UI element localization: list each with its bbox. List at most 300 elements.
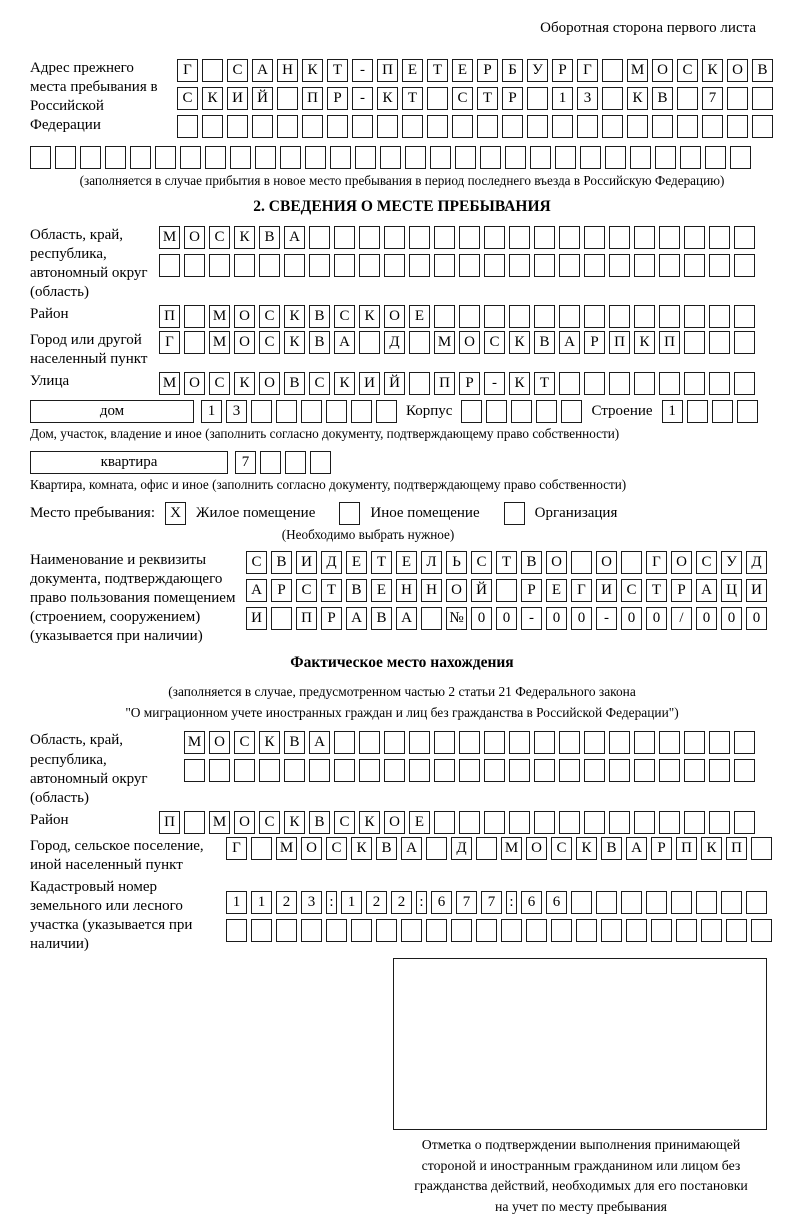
char-cell[interactable]: К xyxy=(259,731,280,754)
char-cell[interactable] xyxy=(509,226,530,249)
char-cell[interactable]: Й xyxy=(384,372,405,395)
char-cell[interactable] xyxy=(80,146,101,169)
char-cell[interactable] xyxy=(609,811,630,834)
char-cell[interactable] xyxy=(409,759,430,782)
char-cell[interactable]: О xyxy=(234,305,255,328)
char-cell[interactable]: А xyxy=(284,226,305,249)
char-cell[interactable] xyxy=(55,146,76,169)
char-cell[interactable] xyxy=(627,115,648,138)
char-cell[interactable] xyxy=(359,759,380,782)
char-cell[interactable] xyxy=(584,254,605,277)
char-cell[interactable]: О xyxy=(596,551,617,574)
char-cell[interactable] xyxy=(709,226,730,249)
char-cell[interactable] xyxy=(376,919,397,942)
char-cell[interactable] xyxy=(602,87,623,110)
char-cell[interactable] xyxy=(427,87,448,110)
char-cell[interactable] xyxy=(426,919,447,942)
char-cell[interactable]: С xyxy=(471,551,492,574)
char-cell[interactable] xyxy=(180,146,201,169)
char-cell[interactable] xyxy=(634,731,655,754)
char-cell[interactable] xyxy=(709,254,730,277)
char-cell[interactable] xyxy=(105,146,126,169)
char-cell[interactable] xyxy=(251,837,272,860)
char-cell[interactable] xyxy=(384,254,405,277)
char-cell[interactable]: 0 xyxy=(696,607,717,630)
char-cell[interactable]: О xyxy=(384,305,405,328)
char-cell[interactable]: В xyxy=(752,59,773,82)
char-cell[interactable] xyxy=(309,226,330,249)
char-cell[interactable] xyxy=(527,87,548,110)
char-cell[interactable]: Ь xyxy=(446,551,467,574)
char-cell[interactable] xyxy=(534,731,555,754)
char-cell[interactable]: 3 xyxy=(577,87,598,110)
char-cell[interactable] xyxy=(309,759,330,782)
char-cell[interactable] xyxy=(552,115,573,138)
char-cell[interactable] xyxy=(676,919,697,942)
char-cell[interactable]: - xyxy=(352,87,373,110)
char-cell[interactable]: Й xyxy=(471,579,492,602)
char-cell[interactable]: О xyxy=(652,59,673,82)
char-cell[interactable]: 2 xyxy=(391,891,412,914)
char-cell[interactable] xyxy=(284,759,305,782)
char-cell[interactable] xyxy=(177,115,198,138)
char-cell[interactable]: О xyxy=(459,331,480,354)
char-cell[interactable] xyxy=(434,759,455,782)
char-cell[interactable] xyxy=(305,146,326,169)
char-cell[interactable] xyxy=(326,919,347,942)
char-cell[interactable] xyxy=(202,115,223,138)
char-cell[interactable] xyxy=(252,115,273,138)
checkbox-residential[interactable]: X xyxy=(165,502,186,525)
char-cell[interactable]: А xyxy=(696,579,717,602)
char-cell[interactable]: В xyxy=(284,731,305,754)
char-cell[interactable]: 0 xyxy=(471,607,492,630)
char-cell[interactable]: К xyxy=(509,372,530,395)
char-cell[interactable]: Д xyxy=(451,837,472,860)
char-cell[interactable] xyxy=(561,400,582,423)
char-cell[interactable]: К xyxy=(302,59,323,82)
char-cell[interactable] xyxy=(359,226,380,249)
char-cell[interactable]: А xyxy=(396,607,417,630)
char-cell[interactable] xyxy=(205,146,226,169)
char-cell[interactable] xyxy=(327,115,348,138)
char-cell[interactable] xyxy=(259,254,280,277)
char-cell[interactable]: О xyxy=(184,372,205,395)
char-cell[interactable]: 0 xyxy=(721,607,742,630)
char-cell[interactable]: К xyxy=(359,305,380,328)
char-cell[interactable]: 0 xyxy=(646,607,667,630)
char-cell[interactable]: 1 xyxy=(226,891,247,914)
char-cell[interactable]: Р xyxy=(521,579,542,602)
char-cell[interactable] xyxy=(751,837,772,860)
char-cell[interactable]: Т xyxy=(534,372,555,395)
char-cell[interactable]: О xyxy=(184,226,205,249)
char-cell[interactable]: В xyxy=(271,551,292,574)
char-cell[interactable] xyxy=(621,551,642,574)
char-cell[interactable] xyxy=(351,400,372,423)
char-cell[interactable]: Т xyxy=(477,87,498,110)
char-cell[interactable] xyxy=(477,115,498,138)
char-cell[interactable]: К xyxy=(359,811,380,834)
char-cell[interactable]: М xyxy=(627,59,648,82)
char-cell[interactable]: У xyxy=(721,551,742,574)
char-cell[interactable] xyxy=(752,115,773,138)
char-cell[interactable] xyxy=(584,372,605,395)
char-cell[interactable] xyxy=(609,254,630,277)
char-cell[interactable] xyxy=(746,891,767,914)
char-cell[interactable]: : xyxy=(416,891,427,914)
char-cell[interactable]: / xyxy=(671,607,692,630)
char-cell[interactable]: А xyxy=(559,331,580,354)
char-cell[interactable]: : xyxy=(506,891,517,914)
char-cell[interactable]: И xyxy=(359,372,380,395)
char-cell[interactable]: 7 xyxy=(702,87,723,110)
char-cell[interactable]: О xyxy=(446,579,467,602)
char-cell[interactable] xyxy=(652,115,673,138)
char-cell[interactable]: О xyxy=(301,837,322,860)
char-cell[interactable] xyxy=(184,305,205,328)
char-cell[interactable] xyxy=(684,226,705,249)
char-cell[interactable]: Е xyxy=(546,579,567,602)
char-cell[interactable] xyxy=(687,400,708,423)
char-cell[interactable] xyxy=(576,919,597,942)
char-cell[interactable] xyxy=(605,146,626,169)
char-cell[interactable] xyxy=(234,254,255,277)
char-cell[interactable] xyxy=(355,146,376,169)
char-cell[interactable]: В xyxy=(259,226,280,249)
char-cell[interactable]: 0 xyxy=(496,607,517,630)
char-cell[interactable] xyxy=(401,919,422,942)
char-cell[interactable] xyxy=(602,59,623,82)
char-cell[interactable] xyxy=(330,146,351,169)
char-cell[interactable]: Г xyxy=(577,59,598,82)
char-cell[interactable] xyxy=(684,811,705,834)
char-cell[interactable]: К xyxy=(234,226,255,249)
char-cell[interactable] xyxy=(584,305,605,328)
char-cell[interactable]: Н xyxy=(421,579,442,602)
char-cell[interactable]: М xyxy=(434,331,455,354)
char-cell[interactable] xyxy=(659,731,680,754)
char-cell[interactable]: Е xyxy=(346,551,367,574)
char-cell[interactable]: Д xyxy=(384,331,405,354)
char-cell[interactable] xyxy=(227,115,248,138)
char-cell[interactable]: Т xyxy=(402,87,423,110)
char-cell[interactable]: К xyxy=(377,87,398,110)
char-cell[interactable] xyxy=(409,372,430,395)
char-cell[interactable] xyxy=(377,115,398,138)
char-cell[interactable] xyxy=(634,226,655,249)
char-cell[interactable] xyxy=(621,891,642,914)
char-cell[interactable]: В xyxy=(521,551,542,574)
char-cell[interactable]: Е xyxy=(409,305,430,328)
checkbox-other-premises[interactable] xyxy=(339,502,360,525)
char-cell[interactable] xyxy=(276,400,297,423)
char-cell[interactable] xyxy=(130,146,151,169)
char-cell[interactable] xyxy=(534,305,555,328)
char-cell[interactable]: 1 xyxy=(341,891,362,914)
char-cell[interactable] xyxy=(476,837,497,860)
char-cell[interactable]: Г xyxy=(571,579,592,602)
char-cell[interactable]: - xyxy=(521,607,542,630)
char-cell[interactable]: № xyxy=(446,607,467,630)
char-cell[interactable]: - xyxy=(352,59,373,82)
char-cell[interactable]: Н xyxy=(396,579,417,602)
char-cell[interactable]: В xyxy=(309,811,330,834)
char-cell[interactable]: О xyxy=(384,811,405,834)
char-cell[interactable] xyxy=(402,115,423,138)
char-cell[interactable] xyxy=(277,115,298,138)
char-cell[interactable]: С xyxy=(209,226,230,249)
char-cell[interactable]: 1 xyxy=(662,400,683,423)
char-cell[interactable] xyxy=(427,115,448,138)
char-cell[interactable]: 7 xyxy=(481,891,502,914)
char-cell[interactable] xyxy=(684,305,705,328)
char-cell[interactable]: М xyxy=(159,372,180,395)
char-cell[interactable] xyxy=(677,115,698,138)
char-cell[interactable] xyxy=(671,891,692,914)
char-cell[interactable]: Т xyxy=(496,551,517,574)
char-cell[interactable] xyxy=(461,400,482,423)
char-cell[interactable] xyxy=(276,919,297,942)
char-cell[interactable]: С xyxy=(259,331,280,354)
char-cell[interactable]: Р xyxy=(502,87,523,110)
char-cell[interactable]: М xyxy=(209,331,230,354)
char-cell[interactable]: О xyxy=(546,551,567,574)
char-cell[interactable] xyxy=(209,759,230,782)
char-cell[interactable] xyxy=(277,87,298,110)
char-cell[interactable]: А xyxy=(401,837,422,860)
char-cell[interactable] xyxy=(751,919,772,942)
char-cell[interactable]: А xyxy=(346,607,367,630)
char-cell[interactable]: М xyxy=(501,837,522,860)
char-cell[interactable] xyxy=(734,372,755,395)
char-cell[interactable]: Д xyxy=(746,551,767,574)
char-cell[interactable] xyxy=(409,331,430,354)
char-cell[interactable] xyxy=(696,891,717,914)
char-cell[interactable] xyxy=(434,226,455,249)
char-cell[interactable] xyxy=(496,579,517,602)
char-cell[interactable] xyxy=(184,759,205,782)
char-cell[interactable] xyxy=(334,731,355,754)
char-cell[interactable]: 3 xyxy=(301,891,322,914)
char-cell[interactable] xyxy=(285,451,306,474)
char-cell[interactable] xyxy=(655,146,676,169)
char-cell[interactable] xyxy=(484,731,505,754)
char-cell[interactable] xyxy=(526,919,547,942)
char-cell[interactable] xyxy=(259,759,280,782)
char-cell[interactable] xyxy=(680,146,701,169)
char-cell[interactable] xyxy=(709,731,730,754)
char-cell[interactable]: Р xyxy=(651,837,672,860)
char-cell[interactable]: Е xyxy=(396,551,417,574)
char-cell[interactable]: К xyxy=(202,87,223,110)
char-cell[interactable]: С xyxy=(309,372,330,395)
char-cell[interactable] xyxy=(502,115,523,138)
char-cell[interactable]: : xyxy=(326,891,337,914)
char-cell[interactable] xyxy=(634,254,655,277)
char-cell[interactable]: К xyxy=(234,372,255,395)
char-cell[interactable]: В xyxy=(284,372,305,395)
char-cell[interactable] xyxy=(559,254,580,277)
char-cell[interactable]: А xyxy=(246,579,267,602)
char-cell[interactable] xyxy=(530,146,551,169)
char-cell[interactable] xyxy=(376,400,397,423)
char-cell[interactable]: К xyxy=(627,87,648,110)
char-cell[interactable]: П xyxy=(159,305,180,328)
char-cell[interactable]: Р xyxy=(477,59,498,82)
char-cell[interactable] xyxy=(684,331,705,354)
char-cell[interactable]: Й xyxy=(252,87,273,110)
char-cell[interactable]: П xyxy=(434,372,455,395)
char-cell[interactable] xyxy=(455,146,476,169)
char-cell[interactable]: П xyxy=(159,811,180,834)
char-cell[interactable]: Ц xyxy=(721,579,742,602)
char-cell[interactable] xyxy=(334,759,355,782)
char-cell[interactable]: И xyxy=(596,579,617,602)
char-cell[interactable]: Г xyxy=(177,59,198,82)
checkbox-organization[interactable] xyxy=(504,502,525,525)
char-cell[interactable] xyxy=(310,451,331,474)
char-cell[interactable] xyxy=(352,115,373,138)
char-cell[interactable] xyxy=(536,400,557,423)
char-cell[interactable]: К xyxy=(576,837,597,860)
char-cell[interactable] xyxy=(626,919,647,942)
char-cell[interactable]: 0 xyxy=(546,607,567,630)
char-cell[interactable] xyxy=(434,254,455,277)
char-cell[interactable]: 3 xyxy=(226,400,247,423)
char-cell[interactable]: Р xyxy=(552,59,573,82)
char-cell[interactable]: Т xyxy=(427,59,448,82)
char-cell[interactable] xyxy=(476,919,497,942)
char-cell[interactable] xyxy=(609,305,630,328)
char-cell[interactable] xyxy=(486,400,507,423)
char-cell[interactable]: С xyxy=(209,372,230,395)
char-cell[interactable]: 0 xyxy=(621,607,642,630)
char-cell[interactable] xyxy=(584,226,605,249)
char-cell[interactable] xyxy=(459,811,480,834)
char-cell[interactable] xyxy=(430,146,451,169)
char-cell[interactable] xyxy=(584,759,605,782)
char-cell[interactable]: К xyxy=(284,811,305,834)
char-cell[interactable] xyxy=(334,254,355,277)
char-cell[interactable]: В xyxy=(309,305,330,328)
char-cell[interactable] xyxy=(280,146,301,169)
char-cell[interactable] xyxy=(609,372,630,395)
char-cell[interactable]: С xyxy=(227,59,248,82)
char-cell[interactable]: П xyxy=(726,837,747,860)
char-cell[interactable] xyxy=(577,115,598,138)
char-cell[interactable] xyxy=(709,372,730,395)
char-cell[interactable] xyxy=(684,372,705,395)
char-cell[interactable] xyxy=(630,146,651,169)
char-cell[interactable] xyxy=(559,731,580,754)
char-cell[interactable]: Д xyxy=(321,551,342,574)
char-cell[interactable] xyxy=(480,146,501,169)
char-cell[interactable]: С xyxy=(484,331,505,354)
char-cell[interactable]: Б xyxy=(502,59,523,82)
char-cell[interactable] xyxy=(452,115,473,138)
char-cell[interactable] xyxy=(251,919,272,942)
char-cell[interactable]: Е xyxy=(402,59,423,82)
char-cell[interactable] xyxy=(634,372,655,395)
char-cell[interactable] xyxy=(421,607,442,630)
char-cell[interactable] xyxy=(459,305,480,328)
char-cell[interactable] xyxy=(721,891,742,914)
char-cell[interactable]: А xyxy=(252,59,273,82)
char-cell[interactable]: П xyxy=(659,331,680,354)
char-cell[interactable] xyxy=(726,919,747,942)
char-cell[interactable]: Т xyxy=(646,579,667,602)
char-cell[interactable]: - xyxy=(596,607,617,630)
char-cell[interactable]: К xyxy=(701,837,722,860)
char-cell[interactable]: С xyxy=(452,87,473,110)
char-cell[interactable] xyxy=(571,891,592,914)
char-cell[interactable]: С xyxy=(177,87,198,110)
char-cell[interactable]: 7 xyxy=(456,891,477,914)
char-cell[interactable]: Р xyxy=(271,579,292,602)
char-cell[interactable] xyxy=(251,400,272,423)
char-cell[interactable]: П xyxy=(676,837,697,860)
char-cell[interactable] xyxy=(234,759,255,782)
char-cell[interactable] xyxy=(634,811,655,834)
char-cell[interactable] xyxy=(559,372,580,395)
char-cell[interactable]: П xyxy=(296,607,317,630)
char-cell[interactable] xyxy=(534,226,555,249)
char-cell[interactable]: С xyxy=(246,551,267,574)
char-cell[interactable]: Е xyxy=(452,59,473,82)
char-cell[interactable] xyxy=(727,87,748,110)
char-cell[interactable]: 6 xyxy=(546,891,567,914)
char-cell[interactable]: 0 xyxy=(571,607,592,630)
char-cell[interactable]: О xyxy=(234,811,255,834)
char-cell[interactable] xyxy=(384,226,405,249)
char-cell[interactable]: В xyxy=(371,607,392,630)
char-cell[interactable]: И xyxy=(746,579,767,602)
char-cell[interactable] xyxy=(484,254,505,277)
char-cell[interactable] xyxy=(734,254,755,277)
char-cell[interactable] xyxy=(684,254,705,277)
char-cell[interactable] xyxy=(559,305,580,328)
char-cell[interactable]: П xyxy=(302,87,323,110)
char-cell[interactable] xyxy=(659,226,680,249)
char-cell[interactable] xyxy=(584,731,605,754)
char-cell[interactable] xyxy=(184,811,205,834)
char-cell[interactable] xyxy=(584,811,605,834)
char-cell[interactable] xyxy=(646,891,667,914)
char-cell[interactable] xyxy=(459,226,480,249)
char-cell[interactable] xyxy=(511,400,532,423)
char-cell[interactable] xyxy=(709,759,730,782)
char-cell[interactable] xyxy=(434,731,455,754)
char-cell[interactable] xyxy=(184,254,205,277)
char-cell[interactable] xyxy=(155,146,176,169)
char-cell[interactable] xyxy=(459,759,480,782)
char-cell[interactable] xyxy=(734,305,755,328)
char-cell[interactable]: П xyxy=(609,331,630,354)
char-cell[interactable]: Г xyxy=(646,551,667,574)
char-cell[interactable]: В xyxy=(309,331,330,354)
char-cell[interactable]: С xyxy=(621,579,642,602)
char-cell[interactable]: 2 xyxy=(366,891,387,914)
char-cell[interactable]: А xyxy=(334,331,355,354)
char-cell[interactable]: К xyxy=(284,305,305,328)
char-cell[interactable] xyxy=(651,919,672,942)
char-cell[interactable] xyxy=(509,759,530,782)
char-cell[interactable] xyxy=(301,400,322,423)
char-cell[interactable] xyxy=(359,254,380,277)
char-cell[interactable] xyxy=(709,305,730,328)
char-cell[interactable]: Н xyxy=(277,59,298,82)
